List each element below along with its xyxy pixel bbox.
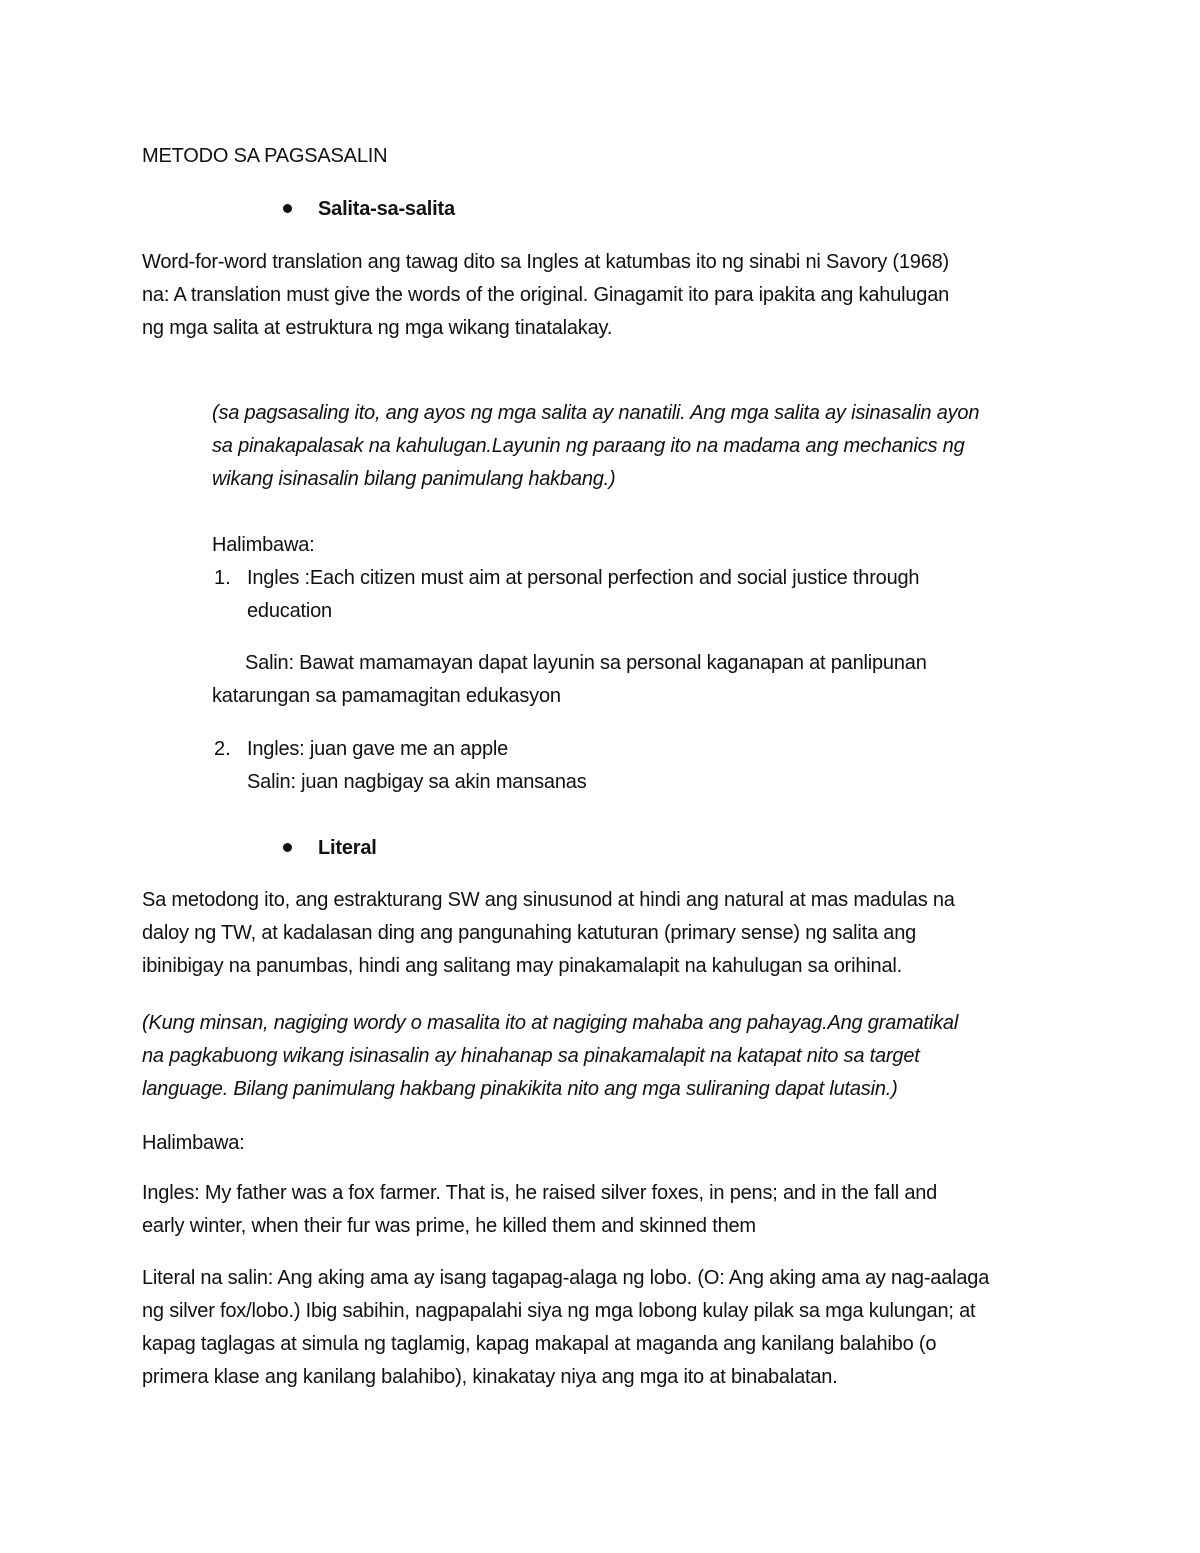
example-label: Halimbawa:: [142, 1132, 245, 1154]
list-item-2: [247, 733, 587, 799]
note-line: (Kung minsan, nagiging wordy o masalita ito at nagiging mahaba ang pahayag.Ang gramatikal: [142, 1012, 959, 1034]
salin-line: katarungan sa pamamagitan edukasyon: [212, 685, 561, 707]
section2-note: [142, 1007, 958, 1106]
paragraph-line: Sa metodong ito, ang estrakturang SW ang sinusunod at hindi ang natural at mas madulas na: [142, 889, 955, 911]
list-item-1: [247, 562, 919, 628]
literal-translation: [142, 1262, 989, 1394]
bullet-icon: [283, 843, 292, 852]
section-heading-literal: Literal: [318, 837, 377, 859]
translation-line: kapag taglagas at simula ng taglamig, kapag makapal at maganda ang kanilang balahibo (o: [142, 1333, 937, 1355]
salin-line: Salin: Bawat mamamayan dapat layunin sa personal kaganapan at panlipunan: [245, 652, 927, 674]
list-item-line: Ingles :Each citizen must aim at personal perfection and social justice through: [247, 567, 920, 589]
paragraph-line: Word-for-word translation ang tawag dito sa Ingles at katumbas ito ng sinabi ni Savory (1968): [142, 251, 950, 273]
translation-line: Literal na salin: Ang aking ama ay isang tagapag-alaga ng lobo. (O: Ang aking ama ay nag-aalaga: [142, 1267, 990, 1289]
note-line: sa pinakapalasak na kahulugan.Layunin ng paraang ito na madama ang mechanics ng: [212, 435, 965, 457]
list-item-line: Ingles: juan gave me an apple: [247, 738, 509, 760]
section2-paragraph: [142, 884, 955, 983]
note-line: language. Bilang panimulang hakbang pinakikita nito ang mga suliraning dapat lutasin.): [142, 1078, 898, 1100]
example-line: Ingles: My father was a fox farmer. That is, he raised silver foxes, in pens; and in the fall and: [142, 1182, 938, 1204]
list-item-line: education: [247, 600, 332, 622]
section-heading-salita-sa-salita: Salita-sa-salita: [318, 198, 455, 220]
translation-line: ng silver fox/lobo.) Ibig sabihin, nagpapalahi siya ng mga lobong kulay pilak sa mga kulungan; at: [142, 1300, 976, 1322]
bullet-icon: [283, 204, 292, 213]
translation-line: primera klase ang kanilang balahibo), kinakatay niya ang mga ito at binabalatan.: [142, 1366, 838, 1388]
note-line: wikang isinasalin bilang panimulang hakbang.): [212, 468, 616, 490]
paragraph-line: na: A translation must give the words of the original. Ginagamit ito para ipakita ang kahulugan: [142, 284, 950, 306]
example-label: Halimbawa:: [212, 534, 315, 556]
paragraph-line: ng mga salita at estruktura ng mga wikang tinatalakay.: [142, 317, 613, 339]
paragraph-line: daloy ng TW, at kadalasan ding ang pangunahing katuturan (primary sense) ng salita ang: [142, 922, 917, 944]
list-number: 1.: [214, 567, 231, 589]
note-line: na pagkabuong wikang isinasalin ay hinahanap sa pinakamalapit na katapat nito sa target: [142, 1045, 920, 1067]
example-line: early winter, when their fur was prime, he killed them and skinned them: [142, 1215, 756, 1237]
page-title: METODO SA PAGSASALIN: [142, 145, 388, 167]
paragraph-line: ibinibigay na panumbas, hindi ang salitang may pinakamalapit na kahulugan sa orihinal.: [142, 955, 902, 977]
ingles-example: [142, 1177, 937, 1243]
note-line: (sa pagsasaling ito, ang ayos ng mga salita ay nanatili. Ang mga salita ay isinasalin ayon: [212, 402, 980, 424]
section1-paragraph: [142, 246, 949, 345]
section1-note: [212, 397, 979, 496]
list-item-line: Salin: juan nagbigay sa akin mansanas: [247, 771, 587, 793]
list-number: 2.: [214, 738, 231, 760]
